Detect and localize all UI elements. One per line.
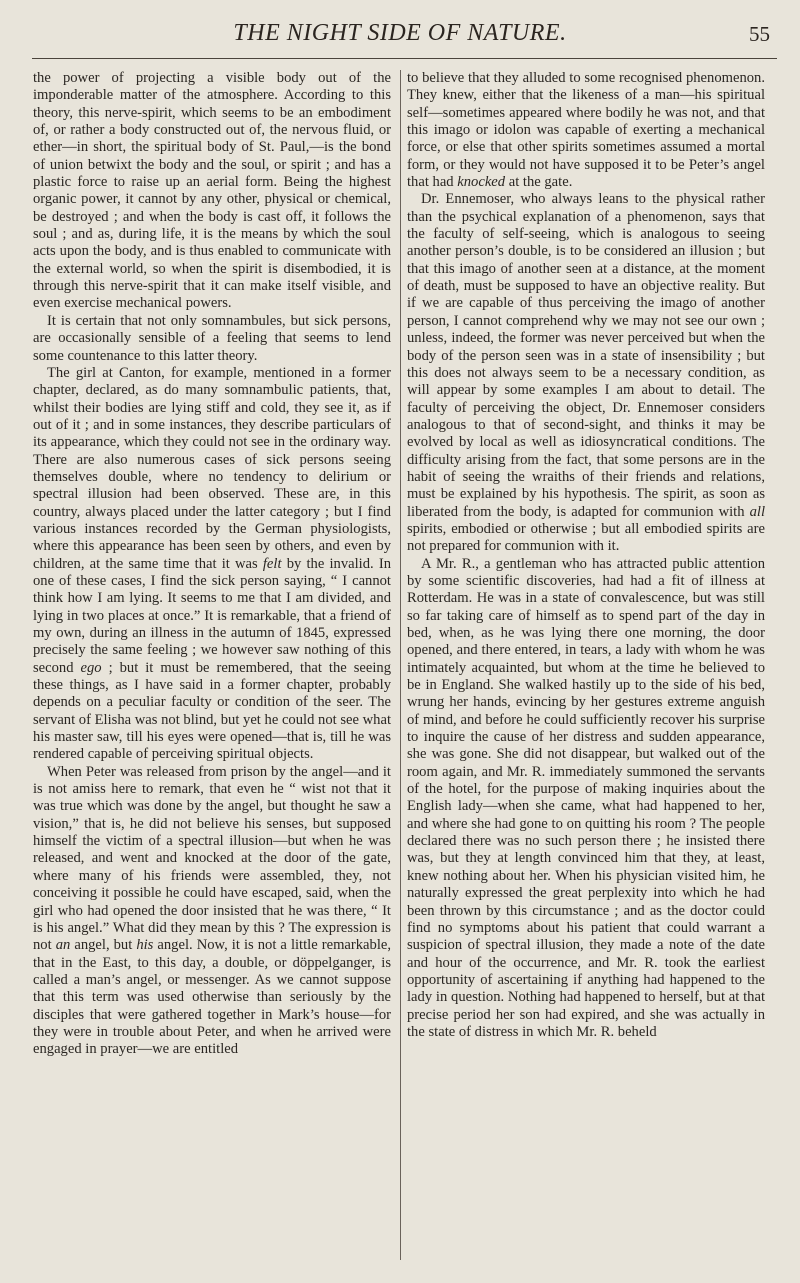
italic-text: knocked bbox=[457, 174, 506, 191]
paragraph: the power of projecting a visible body out of the imponderable matter of the atmosphere. According to this theory, this nerve-spirit, which seems to be an embodiment of, or rather a body constructed out of, the nervous fluid, or ether—in short, the spiritual body of St. Paul,—is the bond of union betwixt the body and the soul, or spirit ; and has a plastic force to raise up an aerial form. Being the highest organic power, it cannot by any other, physical or chemical, be destroyed ; and when the body is cast off, it follows the soul ; and as, during life, it is the means by which the soul acts upon the body, and is thus enabled to communicate with the external world, so when the spirit is disembodied, it is through this nerve-spirit that it can make itself visible, and even exercise mechanical powers. bbox=[33, 70, 391, 312]
page-number: 55 bbox=[749, 22, 770, 46]
text-run: The girl at Canton, for example, mentioned in a former chapter, declared, as do many somnambulic patients, that, whilst their bodies are lying stiff and cold, they see it, as if out of it ; and in some instances, they describe particulars of its appearance, which they could not see in the ordinary way. There are also numerous cases of sick persons seeing themselves double, where no tendency to delirium or spectral illusion had been observed. These are, in this country, always placed under the latter category ; but I find various instances recorded by the German physiologists, where this appearance has been seen by others, and even by children, at the same time that it was bbox=[33, 364, 391, 572]
text-run: angel, but bbox=[70, 937, 137, 954]
paragraph bbox=[33, 365, 391, 764]
paragraph: A Mr. R., a gentleman who has attracted public attention by some scientific discoveries, had had a fit of illness at Rotterdam. He was in a state of convalescence, but was still so far taking care of himself as to spend part of the day in bed, when, as he was lying there one morning, the door opened, and there entered, in tears, a lady with whom he was intimately acquainted, but whom at the time he believed to be in England. She walked hastily up to the side of his bed, wrung her hands, evincing by her gestures extreme anguish of mind, and before he could sufficiently recover his surprise to inquire the cause of her distress and sudden appearance, she was gone. She did not disappear, but walked out of the room again, and Mr. R. immediately summoned the servants of the hotel, for the purpose of making inquiries about the English lady—when she came, what had happened to her, and where she had gone to on quitting his room ? The people declared there was no such person there ; he insisted there was, but they at length convinced him that they, at least, knew nothing about her. When his physician visited him, he naturally expressed the great perplexity into which he had been thrown by this circumstance ; and as the doctor could find no symptoms about his patient that could warrant a suspicion of spectral illusion, they made a note of the date and hour of the occurrence, and Mr. R. took the earliest opportunity of ascertaining if anything had happened to the lady in question. Nothing had happened to herself, but at that precise period her son had expired, and she was actually in the state of distress in which Mr. R. beheld bbox=[407, 555, 765, 1040]
italic-text: felt bbox=[262, 555, 282, 572]
column-divider bbox=[400, 70, 401, 1260]
text-run: spirits, embodied or otherwise ; but all embodied spirits are not prepared for communion with it. bbox=[407, 520, 765, 555]
text-run: at the gate. bbox=[505, 174, 573, 191]
paragraph bbox=[33, 764, 391, 1059]
italic-text: ego bbox=[80, 659, 102, 676]
text-run: to believe that they alluded to some recognised phenomenon. They knew, either that the likeness of a man—his spiritual self—sometimes appeared where bodily he was not, and that this imago or idolon was capable of exerting a mechanical force, or else that other spirits sometimes assumed a mortal form, or they would not have supposed it to be Peter’s angel that had bbox=[407, 70, 765, 191]
text-run: When Peter was released from prison by the angel—and it is not amiss here to remark, that even he “ wist not that it was true which was done by the angel, but thought he saw a vision,” that is, he did not believe his senses, but supposed himself the victim of a spectral illusion—but when he was released, and went and knocked at the door of the gate, where many of his friends were assembled, they, not conceiving it possible he could have escaped, said, when the girl who had opened the door insisted that he was there, “ It is his angel.” What did they mean by this ? The expression is not bbox=[33, 763, 391, 954]
text-run: Dr. Ennemoser, who always leans to the physical rather than the psychical explanation of a phenomenon, says that the faculty of self-seeing, which is analogous to seeing another person’s double, is to be considered an illusion ; but that this imago of another seen at a distance, at the moment of death, must be supposed to have an objective reality. But if we are capable of thus perceiving the imago of another person, I cannot comprehend why we may not see our own ; unless, indeed, the former was never perceived but when the body of the person seen was in a state of insensibility ; but this does not always seem to be a necessary condition, as will appear by some examples I am about to detail. The faculty of perceiving the object, Dr. Ennemoser considers analogous to that of second-sight, and thinks it may be evolved by local as well as idiosyncratical conditions. The difficulty arising from the fact, that some persons are in the habit of seeing the wraiths of their friends and relations, must be explained by his hypothesis. The spirit, as soon as liberated from the body, is adapted for communion with bbox=[407, 191, 765, 520]
right-column bbox=[407, 70, 765, 1041]
paragraph bbox=[407, 191, 765, 555]
paragraph bbox=[407, 70, 765, 191]
italic-text: all bbox=[749, 503, 765, 520]
header-rule bbox=[32, 58, 777, 59]
paragraph: It is certain that not only somnambules, but sick persons, are occasionally sensible of a feeling that seems to lend some countenance to this latter theory. bbox=[33, 312, 391, 364]
text-run: ; but it must be remembered, that the seeing these things, as I have said in a former chapter, probably depends on a peculiar faculty or condition of the seer. The servant of Elisha was not blind, but yet he could not see what his master saw, till his eyes were opened—that is, till he was rendered capable of perceiving spiritual objects. bbox=[33, 659, 391, 763]
page-header bbox=[0, 20, 800, 54]
italic-text: an bbox=[55, 937, 71, 954]
left-column bbox=[33, 70, 391, 1059]
running-title: THE NIGHT SIDE OF NATURE. bbox=[233, 20, 567, 46]
italic-text: his bbox=[136, 937, 154, 954]
text-run: angel. Now, it is not a little remarkable, that in the East, to this day, a double, or döppelganger, is called a man’s angel, or messenger. As we cannot suppose that this term was used otherwise than seriously by the disciples that were gathered together in Mark’s house—for they were in trouble about Peter, and when he arrived were engaged in prayer—we are entitled bbox=[33, 937, 392, 1058]
text-run: by the invalid. In one of these cases, I find the sick person saying, “ I cannot think how I am lying. It seems to me that I am divided, and lying in two places at once.” It is remarkable, that a friend of my own, during an illness in the autumn of 1845, expressed precisely the same feeling ; we however saw nothing of this second bbox=[33, 555, 392, 676]
